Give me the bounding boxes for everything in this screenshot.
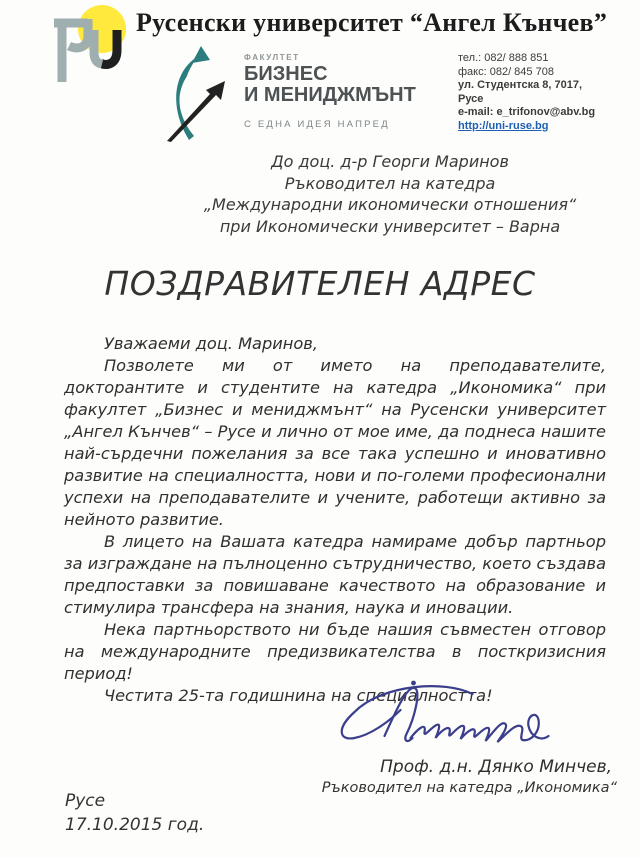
signer-name: Проф. д.н. Дянко Минчев, [380,757,612,777]
faculty-name-line2: И МЕНИДЖМЪНТ [244,84,416,106]
letter-date: 17.10.2015 год. [65,815,205,835]
signer-role: Ръководител на катедра „Икономика“ [321,780,617,796]
contact-address-line1: ул. Студентска 8, 7017, [458,79,583,91]
faculty-label: ФАКУЛТЕТ [244,53,300,62]
contact-fax: факс: 082/ 845 708 [458,65,554,78]
faculty-slogan: С ЕДНА ИДЕЯ НАПРЕД [244,119,390,130]
recipient-line: До доц. д-р Георги Маринов [271,152,509,171]
faculty-name-line1: БИЗНЕС [244,63,328,85]
recipient-line: при Икономически университет – Варна [219,216,561,236]
faculty-arrow-icon [163,46,239,142]
recipient-line: Ръководител на катедра [284,173,496,193]
document-title: ПОЗДРАВИТЕЛЕН АДРЕС [104,264,536,303]
handwritten-signature-icon [322,678,567,760]
recipient-block [150,151,630,237]
recipient-line: „Международни икономически отношения“ [203,195,577,214]
contact-phone: тел.: 082/ 888 851 [458,52,549,64]
body-paragraph: Позволете ми от името на преподавателите, докторантите и студентите на катедра „Икономика“ при факултет „Бизнес и мениджмънт“ на Русенски университет „Ангел Кънчев“ – Русе и лично от мое име, да поднеса нашите най-сърдечни пожелания за все така успешно и иновативно развитие на специалността, нови и по-големи професионални успехи на преподавателите и учените, работещи активно за нейното развитие. [64,356,606,529]
university-name: Русенски университет “Ангел Кънчев” [136,8,608,37]
body-paragraph: В лицето на Вашата катедра намираме добър партньор за изграждане на пълноценно сътрудничество, което създава предпоставки за повишаване качеството на образование и стимулира трансфера на знания, наука и иновации. [64,532,606,617]
body-paragraph: Нека партньорството ни бъде нашия съвместен отговор на международните предизвикателства в посткризисния период! [64,620,606,683]
university-logo-icon [42,2,138,86]
letter-body [64,333,606,707]
faculty-logo-text [244,53,444,130]
contact-address-line2: Русе [458,92,484,105]
website-link: http://uni-ruse.bg [458,119,549,132]
contact-email: e-mail: e_trifonov@abv.bg [458,106,596,118]
salutation: Уважаеми доц. Маринов, [104,334,318,353]
contact-block [458,52,636,133]
letter-place: Русе [65,791,106,811]
body-paragraph: Честита 25-та годишнина на специалността! [104,686,493,705]
